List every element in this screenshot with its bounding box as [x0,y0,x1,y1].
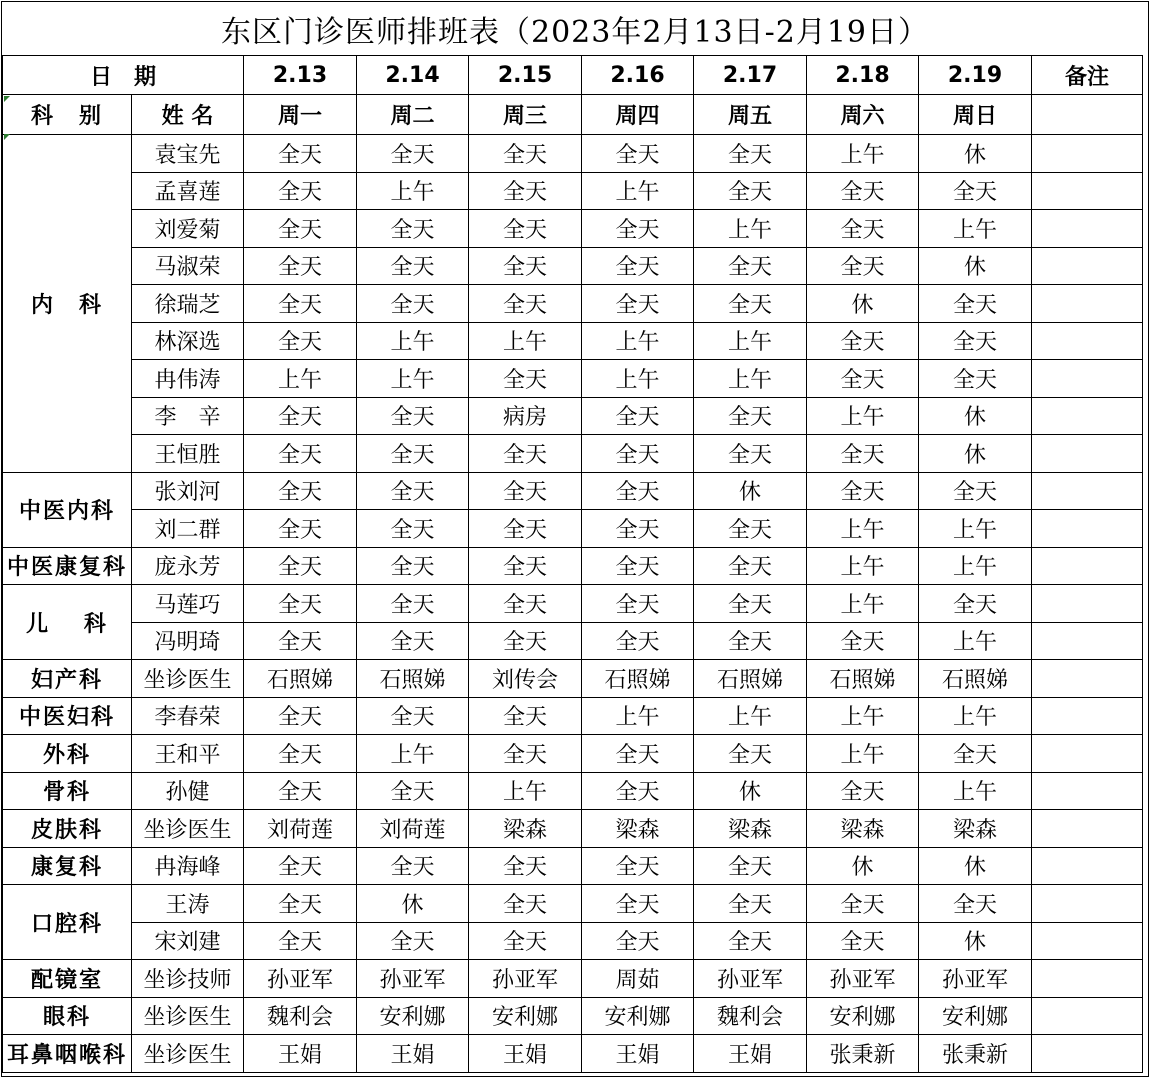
shift-cell: 全天 [694,847,807,885]
date-header-label: 日 期 [3,56,244,95]
dept-header: 科 别 [3,95,132,135]
shift-cell: 梁森 [582,810,694,848]
department-cell: 口腔科 [3,885,132,960]
remark-cell [1032,210,1143,248]
shift-cell: 全天 [469,135,582,173]
remark-cell [1032,885,1143,923]
shift-cell: 上午 [807,397,919,435]
shift-cell: 全天 [357,697,469,735]
doctor-name-cell: 坐诊医生 [132,997,244,1035]
shift-cell: 全天 [469,435,582,473]
shift-cell: 上午 [694,360,807,398]
shift-cell: 全天 [807,885,919,923]
remark-cell [1032,585,1143,623]
remark-cell [1032,247,1143,285]
date-header-cell: 2.19 [919,56,1032,95]
shift-cell: 全天 [694,172,807,210]
shift-cell: 全天 [244,397,357,435]
shift-cell: 安利娜 [582,997,694,1035]
doctor-name-cell: 王涛 [132,885,244,923]
table-row [3,660,1143,698]
shift-cell: 休 [919,135,1032,173]
shift-cell: 王娟 [582,1035,694,1073]
shift-cell: 全天 [807,172,919,210]
department-cell: 中医内科 [3,472,132,547]
table-row [3,210,1143,248]
shift-cell: 全天 [244,435,357,473]
shift-cell: 上午 [357,172,469,210]
shift-cell: 休 [919,247,1032,285]
shift-cell: 全天 [357,622,469,660]
shift-cell: 全天 [469,622,582,660]
shift-cell: 全天 [244,735,357,773]
table-row [3,472,1143,510]
shift-cell: 石照娣 [582,660,694,698]
table-row [3,922,1143,960]
shift-cell: 全天 [357,772,469,810]
remark-cell [1032,285,1143,323]
shift-cell: 刘荷莲 [244,810,357,848]
remark-cell [1032,472,1143,510]
shift-cell: 全天 [469,735,582,773]
remark-cell [1032,847,1143,885]
shift-cell: 全天 [807,772,919,810]
remark-cell [1032,772,1143,810]
department-cell: 中医妇科 [3,697,132,735]
shift-cell: 全天 [694,735,807,773]
shift-cell: 全天 [357,585,469,623]
date-header-cell: 2.16 [582,56,694,95]
shift-cell: 全天 [694,922,807,960]
remark-cell [1032,735,1143,773]
weekday-header-cell: 周日 [919,95,1032,135]
shift-cell: 休 [807,285,919,323]
shift-cell: 上午 [357,322,469,360]
shift-cell: 刘荷莲 [357,810,469,848]
weekday-header-cell: 周四 [582,95,694,135]
shift-cell: 上午 [807,510,919,548]
shift-cell: 魏利会 [244,997,357,1035]
doctor-name-cell: 刘二群 [132,510,244,548]
remark-cell [1032,435,1143,473]
shift-cell: 上午 [919,510,1032,548]
remark-cell [1032,135,1143,173]
shift-cell: 上午 [919,210,1032,248]
shift-cell: 全天 [919,360,1032,398]
shift-cell: 孙亚军 [357,960,469,998]
department-cell: 中医康复科 [3,547,132,585]
shift-cell: 全天 [469,285,582,323]
shift-cell: 全天 [469,922,582,960]
shift-cell: 全天 [244,285,357,323]
table-row [3,322,1143,360]
shift-cell: 上午 [694,322,807,360]
department-cell: 眼科 [3,997,132,1035]
table-row [3,622,1143,660]
shift-cell: 上午 [694,697,807,735]
shift-cell: 上午 [469,772,582,810]
shift-cell: 全天 [469,510,582,548]
shift-cell: 上午 [807,135,919,173]
shift-cell: 全天 [244,135,357,173]
shift-cell: 全天 [582,135,694,173]
table-row [3,810,1143,848]
shift-cell: 全天 [694,435,807,473]
doctor-name-cell: 刘爱菊 [132,210,244,248]
shift-cell: 全天 [469,172,582,210]
doctor-name-cell: 徐瑞芝 [132,285,244,323]
shift-cell: 上午 [244,360,357,398]
shift-cell: 全天 [582,285,694,323]
shift-cell: 上午 [807,585,919,623]
doctor-name-cell: 袁宝先 [132,135,244,173]
shift-cell: 刘传会 [469,660,582,698]
shift-cell: 全天 [807,210,919,248]
shift-cell: 上午 [807,547,919,585]
shift-cell: 全天 [357,285,469,323]
shift-cell: 全天 [469,360,582,398]
weekday-header-cell: 周五 [694,95,807,135]
date-header-cell: 2.18 [807,56,919,95]
shift-cell: 梁森 [919,810,1032,848]
shift-cell: 安利娜 [357,997,469,1035]
shift-cell: 全天 [694,885,807,923]
doctor-name-cell: 坐诊医生 [132,810,244,848]
table-row [3,697,1143,735]
shift-cell: 全天 [244,510,357,548]
shift-cell: 全天 [244,472,357,510]
shift-cell: 全天 [694,135,807,173]
shift-cell: 上午 [357,360,469,398]
shift-cell: 全天 [469,210,582,248]
shift-cell: 全天 [357,510,469,548]
doctor-name-cell: 冉海峰 [132,847,244,885]
doctor-name-cell: 坐诊医生 [132,1035,244,1073]
shift-cell: 休 [919,847,1032,885]
shift-cell: 全天 [919,472,1032,510]
department-cell: 康复科 [3,847,132,885]
remark-cell [1032,622,1143,660]
shift-cell: 全天 [919,172,1032,210]
shift-cell: 全天 [469,847,582,885]
doctor-name-cell: 孟喜莲 [132,172,244,210]
shift-cell: 休 [694,472,807,510]
table-row [3,172,1143,210]
date-header-cell: 2.15 [469,56,582,95]
shift-cell: 全天 [582,622,694,660]
date-header-cell: 2.17 [694,56,807,95]
shift-cell: 石照娣 [244,660,357,698]
shift-cell: 全天 [244,322,357,360]
comment-marker [4,96,10,102]
doctor-name-cell: 坐诊医生 [132,660,244,698]
schedule-body [3,56,1143,1073]
shift-cell: 全天 [357,922,469,960]
shift-cell: 石照娣 [357,660,469,698]
remark-cell [1032,960,1143,998]
remark-cell [1032,997,1143,1035]
shift-cell: 全天 [357,547,469,585]
shift-cell: 全天 [807,322,919,360]
weekday-header-cell: 周六 [807,95,919,135]
shift-cell: 上午 [919,547,1032,585]
shift-cell: 上午 [357,735,469,773]
shift-cell: 孙亚军 [469,960,582,998]
remark-cell [1032,360,1143,398]
weekday-header-row [3,95,1143,135]
department-cell: 儿 科 [3,585,132,660]
shift-cell: 全天 [582,885,694,923]
shift-cell: 全天 [244,697,357,735]
date-header-cell: 2.14 [357,56,469,95]
remark-cell [1032,397,1143,435]
shift-cell: 全天 [582,210,694,248]
table-row [3,585,1143,623]
table-row [3,510,1143,548]
shift-cell: 安利娜 [919,997,1032,1035]
shift-cell: 休 [919,922,1032,960]
shift-cell: 上午 [807,697,919,735]
weekday-header-cell: 周二 [357,95,469,135]
weekday-header-cell: 周三 [469,95,582,135]
shift-cell: 全天 [469,472,582,510]
shift-cell: 全天 [919,885,1032,923]
shift-cell: 全天 [807,435,919,473]
shift-cell: 孙亚军 [807,960,919,998]
schedule-table [2,55,1143,1073]
shift-cell: 全天 [582,435,694,473]
shift-cell: 全天 [694,397,807,435]
shift-cell: 全天 [807,360,919,398]
shift-cell: 全天 [244,885,357,923]
doctor-name-cell: 王恒胜 [132,435,244,473]
doctor-name-cell: 孙健 [132,772,244,810]
shift-cell: 上午 [469,322,582,360]
page-title: 东区门诊医师排班表（2023年2月13日-2月19日） [220,14,929,50]
shift-cell: 周茹 [582,960,694,998]
table-row [3,547,1143,585]
shift-cell: 休 [919,397,1032,435]
shift-cell: 全天 [694,622,807,660]
shift-cell: 全天 [244,922,357,960]
shift-cell: 安利娜 [807,997,919,1035]
date-header-cell: 2.13 [244,56,357,95]
shift-cell: 全天 [244,247,357,285]
remark-header: 备注 [1032,56,1143,95]
doctor-name-cell: 王和平 [132,735,244,773]
shift-cell: 全天 [357,210,469,248]
shift-cell: 全天 [582,735,694,773]
remark-header-blank [1032,95,1143,135]
table-row [3,885,1143,923]
shift-cell: 全天 [469,247,582,285]
name-header: 姓 名 [132,95,244,135]
shift-cell: 梁森 [469,810,582,848]
shift-cell: 石照娣 [919,660,1032,698]
remark-cell [1032,172,1143,210]
doctor-name-cell: 李春荣 [132,697,244,735]
shift-cell: 休 [357,885,469,923]
date-header-row [3,56,1143,95]
remark-cell [1032,922,1143,960]
department-cell: 内 科 [3,135,132,473]
shift-cell: 上午 [807,735,919,773]
table-row [3,772,1143,810]
shift-cell: 全天 [244,172,357,210]
shift-cell: 全天 [469,697,582,735]
shift-cell: 梁森 [694,810,807,848]
doctor-name-cell: 冉伟涛 [132,360,244,398]
shift-cell: 孙亚军 [244,960,357,998]
shift-cell: 全天 [582,510,694,548]
shift-cell: 上午 [919,772,1032,810]
shift-cell: 全天 [244,547,357,585]
table-row [3,960,1143,998]
shift-cell: 全天 [244,847,357,885]
shift-cell: 上午 [919,622,1032,660]
shift-cell: 全天 [919,285,1032,323]
shift-cell: 全天 [582,847,694,885]
shift-cell: 全天 [357,472,469,510]
shift-cell: 全天 [582,585,694,623]
shift-cell: 全天 [919,585,1032,623]
shift-cell: 全天 [694,285,807,323]
shift-cell: 全天 [469,547,582,585]
doctor-name-cell: 林深选 [132,322,244,360]
table-row [3,1035,1143,1073]
shift-cell: 上午 [582,322,694,360]
shift-cell: 全天 [357,435,469,473]
doctor-name-cell: 冯明琦 [132,622,244,660]
remark-cell [1032,1035,1143,1073]
shift-cell: 全天 [469,585,582,623]
doctor-name-cell: 宋刘建 [132,922,244,960]
shift-cell: 魏利会 [694,997,807,1035]
doctor-name-cell: 马莲巧 [132,585,244,623]
department-cell: 配镜室 [3,960,132,998]
table-row [3,435,1143,473]
table-row [3,847,1143,885]
table-row [3,735,1143,773]
shift-cell: 张秉新 [807,1035,919,1073]
shift-cell: 王娟 [694,1035,807,1073]
table-row [3,997,1143,1035]
doctor-name-cell: 庞永芳 [132,547,244,585]
shift-cell: 孙亚军 [694,960,807,998]
department-cell: 骨科 [3,772,132,810]
remark-cell [1032,697,1143,735]
shift-cell: 全天 [694,585,807,623]
shift-cell: 全天 [694,510,807,548]
shift-cell: 全天 [807,472,919,510]
shift-cell: 王娟 [357,1035,469,1073]
doctor-name-cell: 李 辛 [132,397,244,435]
shift-cell: 全天 [582,472,694,510]
shift-cell: 安利娜 [469,997,582,1035]
remark-cell [1032,547,1143,585]
shift-cell: 全天 [807,922,919,960]
shift-cell: 王娟 [469,1035,582,1073]
comment-marker [4,134,10,140]
remark-cell [1032,322,1143,360]
remark-cell [1032,810,1143,848]
table-row [3,360,1143,398]
doctor-name-cell: 马淑荣 [132,247,244,285]
shift-cell: 全天 [357,847,469,885]
remark-cell [1032,510,1143,548]
shift-cell: 全天 [919,322,1032,360]
shift-cell: 全天 [469,885,582,923]
shift-cell: 全天 [244,622,357,660]
remark-cell [1032,660,1143,698]
shift-cell: 全天 [582,247,694,285]
shift-cell: 石照娣 [694,660,807,698]
shift-cell: 全天 [582,547,694,585]
shift-cell: 梁森 [807,810,919,848]
shift-cell: 休 [919,435,1032,473]
shift-cell: 全天 [357,397,469,435]
shift-cell: 病房 [469,397,582,435]
weekday-header-cell: 周一 [244,95,357,135]
shift-cell: 上午 [694,210,807,248]
shift-cell: 全天 [919,735,1032,773]
shift-cell: 全天 [244,585,357,623]
shift-cell: 全天 [357,247,469,285]
shift-cell: 全天 [582,397,694,435]
table-row [3,135,1143,173]
table-row [3,397,1143,435]
table-row [3,285,1143,323]
shift-cell: 石照娣 [807,660,919,698]
table-row [3,247,1143,285]
shift-cell: 孙亚军 [919,960,1032,998]
shift-cell: 上午 [582,172,694,210]
shift-cell: 王娟 [244,1035,357,1073]
shift-cell: 全天 [694,247,807,285]
shift-cell: 全天 [244,210,357,248]
shift-cell: 张秉新 [919,1035,1032,1073]
shift-cell: 全天 [244,772,357,810]
shift-cell: 全天 [582,772,694,810]
shift-cell: 休 [694,772,807,810]
shift-cell: 全天 [694,547,807,585]
shift-cell: 休 [807,847,919,885]
department-cell: 妇产科 [3,660,132,698]
shift-cell: 上午 [919,697,1032,735]
shift-cell: 全天 [807,247,919,285]
shift-cell: 上午 [582,697,694,735]
doctor-name-cell: 坐诊技师 [132,960,244,998]
shift-cell: 全天 [357,135,469,173]
department-cell: 皮肤科 [3,810,132,848]
doctor-name-cell: 张刘河 [132,472,244,510]
department-cell: 外科 [3,735,132,773]
shift-cell: 全天 [807,622,919,660]
department-cell: 耳鼻咽喉科 [3,1035,132,1073]
shift-cell: 全天 [582,922,694,960]
shift-cell: 上午 [582,360,694,398]
